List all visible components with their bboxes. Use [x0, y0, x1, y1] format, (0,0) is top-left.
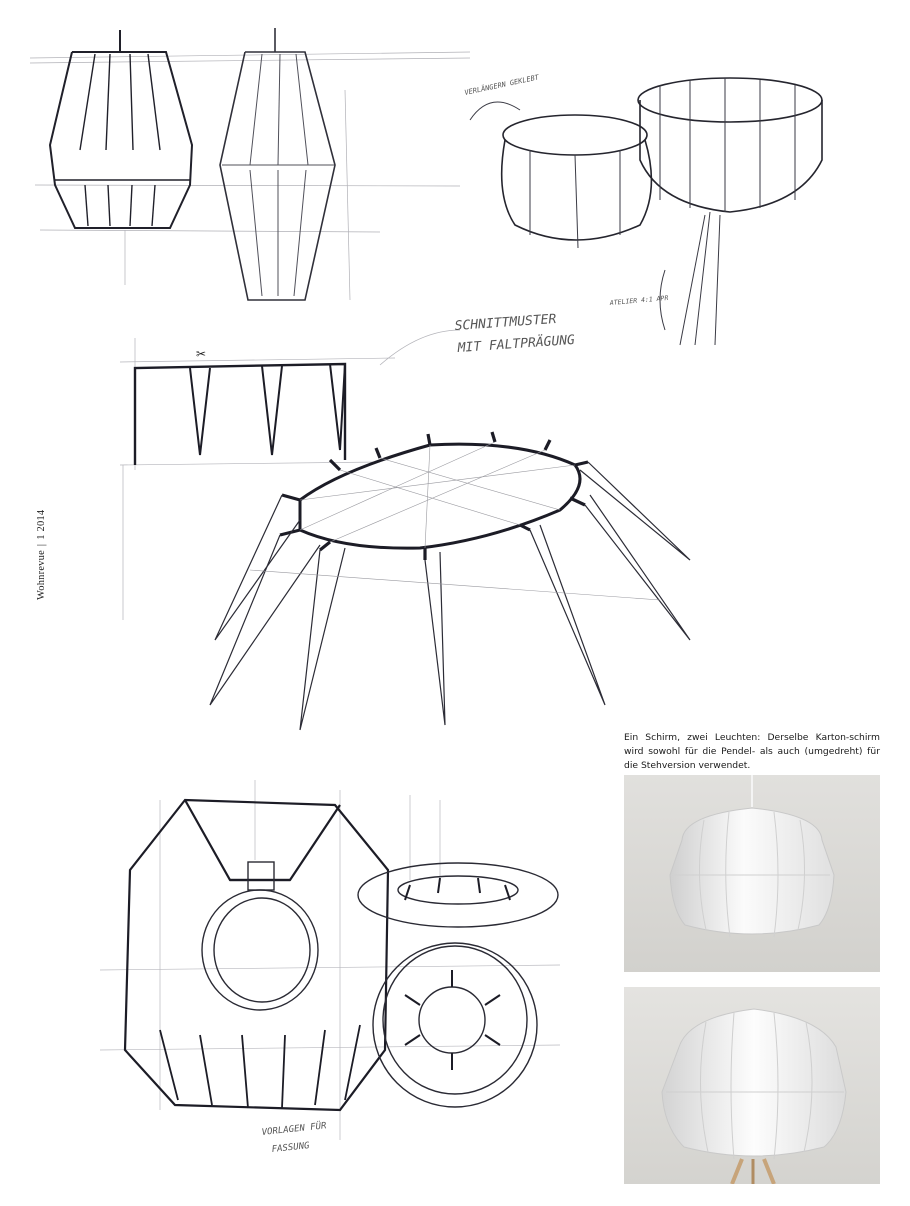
sketch-construction [100, 780, 560, 1155]
publication-name: Wohnrevue [36, 550, 47, 600]
sketch-spider-frame [210, 432, 690, 730]
note-cut-pattern-1: SCHNITTMUSTER [454, 311, 557, 334]
photo-pendant-lamp [624, 775, 880, 972]
issue-number: 1 2014 [36, 509, 47, 540]
note-bottom-2: FASSUNG [271, 1141, 311, 1155]
note-cut-pattern-2: MIT FALTPRÄGUNG [457, 332, 576, 356]
scissors-icon: ✂ [196, 347, 207, 361]
sketch-lamp-variants [464, 72, 822, 345]
publication-label: Wohnrevue|1 2014 [36, 509, 47, 600]
photo-floor-lamp [624, 987, 880, 1184]
sketch-pendant-lamps [30, 28, 470, 300]
photo-caption: Ein Schirm, zwei Leuchten: Derselbe Karton-schirm wird sowohl für die Pendel- als auch (umgedreht) für die Stehversion verwendet. [624, 732, 880, 771]
note-bottom-1: VORLAGEN FÜR [261, 1121, 327, 1138]
note-top-right: VERLÄNGERN GEKLEBT [463, 73, 540, 97]
note-small: ATELIER 4:1 APR [609, 293, 669, 307]
